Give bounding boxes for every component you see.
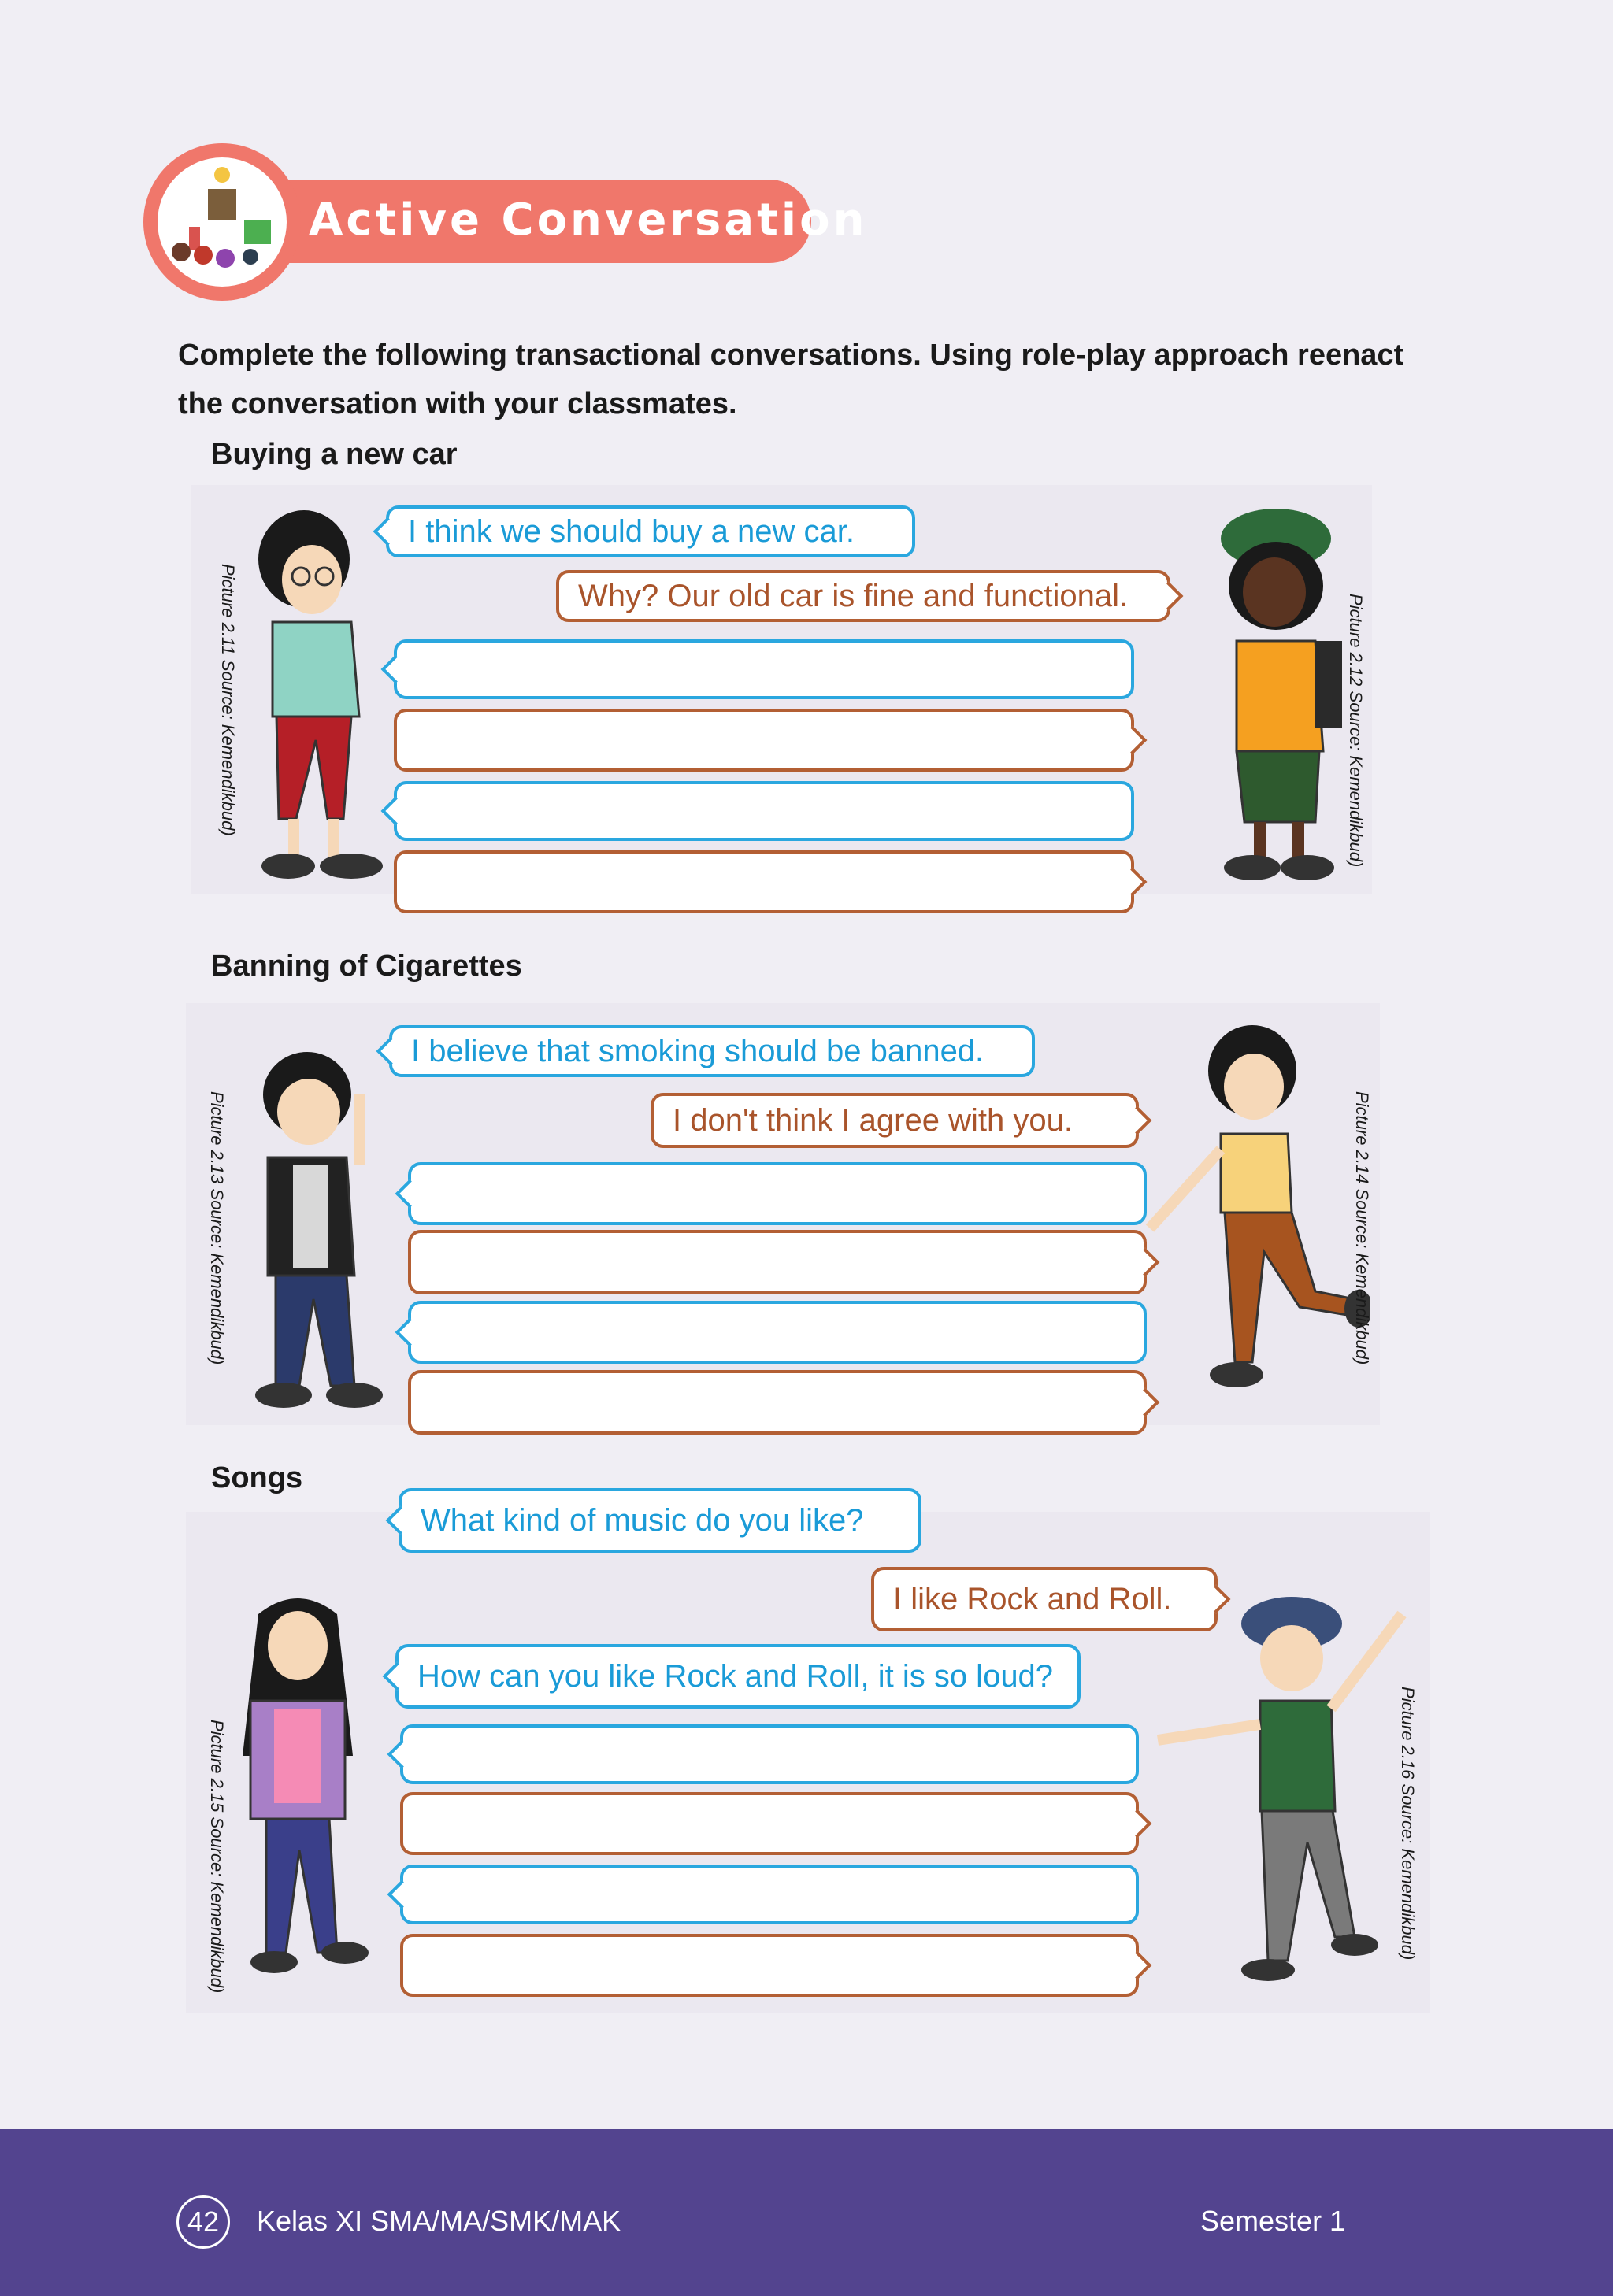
page-number: 42 [176, 2195, 230, 2249]
empty-answer-bubble-right[interactable] [408, 1370, 1147, 1435]
picture-caption: Picture 2.13 Source: Kemendikbud) [207, 1091, 227, 1365]
picture-caption: Picture 2.12 Source: Kemendikbud) [1346, 594, 1366, 868]
book-title: Kelas XI SMA/MA/SMK/MAK [257, 2205, 621, 2237]
girl-backpack-illustration [211, 1583, 400, 1992]
speech-bubble-left [389, 1025, 1035, 1077]
empty-answer-bubble-left[interactable] [400, 1724, 1139, 1784]
boy-pointing-illustration [221, 1047, 410, 1425]
speech-bubble-left [386, 505, 915, 557]
picture-caption: Picture 2.15 Source: Kemendikbud) [207, 1720, 227, 1994]
conversation-illustration-icon [158, 157, 287, 287]
dialogue-line: I don't think I agree with you. [673, 1103, 1073, 1138]
speech-bubble-right [651, 1093, 1139, 1148]
dialogue-line: I like Rock and Roll. [893, 1582, 1172, 1616]
subsection-title-cigarettes: Banning of Cigarettes [211, 950, 522, 983]
semester-label: Semester 1 [1200, 2205, 1346, 2237]
dialogue-line: Why? Our old car is fine and functional. [578, 579, 1129, 613]
page-footer [0, 2129, 1613, 2296]
empty-answer-bubble-right[interactable] [394, 709, 1134, 772]
boy-cap-illustration [1134, 1583, 1426, 1992]
speech-bubble-right [556, 570, 1170, 622]
instruction-text: Complete the following transactional conversations. Using role-play approach reenact the conversation with your classmates. [178, 339, 1404, 420]
subsection-title-car: Buying a new car [211, 438, 458, 471]
speech-bubble-left [395, 1644, 1081, 1709]
speech-bubble-right [871, 1567, 1218, 1631]
boy-character-illustration [1181, 491, 1370, 901]
subsection-title-songs: Songs [211, 1461, 303, 1494]
section-title: Active Conversation [309, 194, 868, 246]
empty-answer-bubble-right[interactable] [400, 1792, 1139, 1855]
empty-answer-bubble-left[interactable] [408, 1162, 1147, 1225]
dialogue-line: I believe that smoking should be banned. [411, 1034, 984, 1068]
picture-caption: Picture 2.11 Source: Kemendikbud) [218, 564, 238, 836]
empty-answer-bubble-right[interactable] [394, 850, 1134, 913]
empty-answer-bubble-left[interactable] [394, 639, 1134, 699]
empty-answer-bubble-left[interactable] [394, 781, 1134, 841]
girl-arms-out-illustration [1134, 1016, 1370, 1409]
empty-answer-bubble-right[interactable] [400, 1934, 1139, 1997]
empty-answer-bubble-left[interactable] [400, 1865, 1139, 1924]
empty-answer-bubble-left[interactable] [408, 1301, 1147, 1364]
dialogue-line: How can you like Rock and Roll, it is so loud? [417, 1659, 1054, 1694]
picture-caption: Picture 2.14 Source: Kemendikbud) [1352, 1091, 1372, 1365]
dialogue-line: I think we should buy a new car. [408, 514, 855, 549]
speech-bubble-left [399, 1488, 921, 1553]
picture-caption: Picture 2.16 Source: Kemendikbud) [1398, 1687, 1418, 1961]
dialogue-line: What kind of music do you like? [421, 1503, 864, 1538]
empty-answer-bubble-right[interactable] [408, 1230, 1147, 1294]
